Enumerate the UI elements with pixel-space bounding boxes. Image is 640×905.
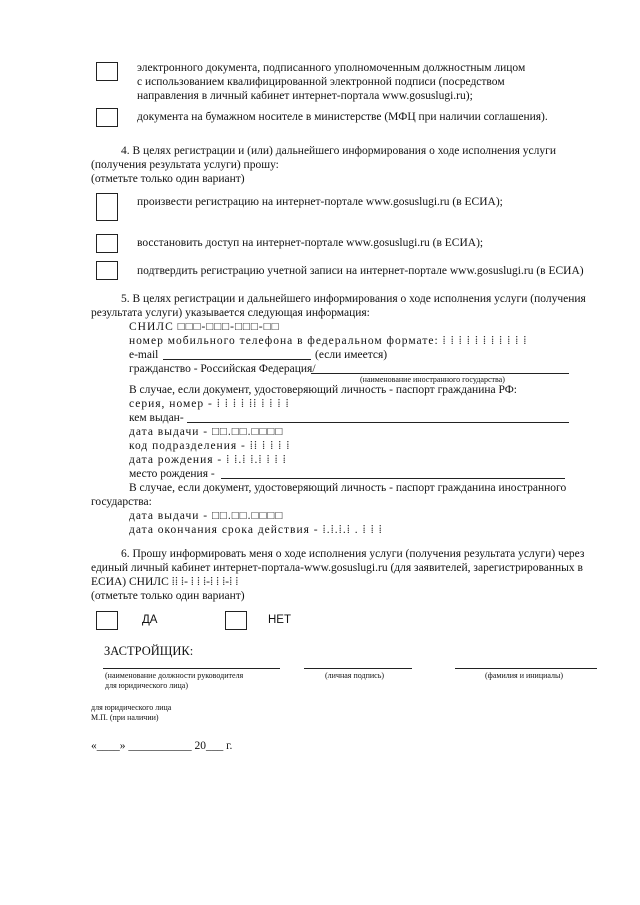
restore-access-checkbox[interactable]: [96, 234, 118, 253]
restore-access-label: восстановить доступ на интернет-портале www.gosuslugi.ru (в ЕСИА);: [137, 237, 484, 249]
electronic-document-line-2: с использованием квалифицированной электронной подписи (посредством: [137, 76, 505, 88]
section4-line-3: (отметьте только один вариант): [91, 173, 245, 185]
passport-series-field[interactable]: серия, номер - ⁞ ⁞ ⁞ ⁞ ⁞⁞ ⁞ ⁞ ⁞ ⁞: [129, 398, 290, 410]
position-caption-line-1: (наименование должности руководителя: [105, 671, 244, 680]
email-label: e-mail: [129, 349, 159, 361]
yes-checkbox[interactable]: [96, 611, 118, 630]
section6-line-2: единый личный кабинет интернет-портала-www.gosuslugi.ru (для заявителей, зарегистрированных в: [91, 562, 583, 574]
birth-date-field[interactable]: дата рождения - ⁞ ⁞.⁞ ⁞.⁞ ⁞ ⁞ ⁞: [129, 454, 287, 466]
citizenship-caption: (наименование иностранного государства): [360, 375, 505, 384]
register-label: произвести регистрацию на интернет-портале www.gosuslugi.ru (в ЕСИА);: [137, 196, 503, 208]
position-input-line[interactable]: [103, 668, 280, 669]
paper-document-label: документа на бумажном носителе в министерстве (МФЦ при наличии соглашения).: [137, 111, 548, 123]
developer-heading: ЗАСТРОЙЩИК:: [104, 644, 194, 658]
rf-passport-heading: В случае, если документ, удостоверяющий личность - паспорт гражданина РФ:: [129, 384, 517, 396]
confirm-registration-label: подтвердить регистрацию учетной записи на интернет-портале www.gosuslugi.ru (в ЕСИА): [137, 265, 584, 277]
email-input-line[interactable]: [163, 359, 311, 360]
birth-place-input-line[interactable]: [221, 478, 565, 479]
seal-note-line-1: для юридического лица: [91, 703, 172, 712]
name-caption: (фамилия и инициалы): [485, 671, 564, 680]
phone-field[interactable]: номер мобильного телефона в федеральном формате: ⁞ ⁞ ⁞ ⁞ ⁞ ⁞ ⁞ ⁞ ⁞ ⁞ ⁞: [129, 335, 528, 347]
name-input-line[interactable]: [455, 668, 597, 669]
no-label: НЕТ: [268, 614, 291, 626]
citizenship-input-line[interactable]: [311, 373, 569, 374]
section4-line-2: (получения результата услуги) прошу:: [91, 159, 279, 171]
electronic-document-checkbox[interactable]: [96, 62, 118, 81]
date-line: «____» ___________ 20___ г.: [91, 740, 233, 752]
confirm-registration-checkbox[interactable]: [96, 261, 118, 280]
issued-by-label: кем выдан-: [129, 412, 184, 424]
expiry-date-field[interactable]: дата окончания срока действия - ⁞.⁞.⁞.⁞ . ⁞ ⁞ ⁞: [129, 524, 383, 536]
signature-input-line[interactable]: [304, 668, 412, 669]
no-checkbox[interactable]: [225, 611, 247, 630]
birth-place-label: место рождения -: [129, 468, 215, 480]
snils-field[interactable]: СНИЛС □□□-□□□-□□□-□□: [129, 321, 280, 333]
section6-line-4: (отметьте только один вариант): [91, 590, 245, 602]
section5-line-1: 5. В целях регистрации и дальнейшего информирования о ходе исполнения услуги (получения: [121, 293, 586, 305]
electronic-document-line-3: направления в личный кабинет интернет-портала www.gosuslugi.ru);: [137, 90, 473, 102]
register-checkbox[interactable]: [96, 193, 118, 221]
section6-line-3: ЕСИА) СНИЛС ⁞⁞ ⁞- ⁞ ⁞ ⁞-⁞ ⁞ ⁞-⁞ ⁞: [91, 576, 239, 588]
department-code-field[interactable]: код подразделения - ⁞⁞ ⁞ ⁞ ⁞ ⁞: [129, 440, 291, 452]
seal-note-line-2: М.П. (при наличии): [91, 713, 159, 722]
foreign-passport-heading-line-1: В случае, если документ, удостоверяющий личность - паспорт гражданина иностранного: [129, 482, 567, 494]
section5-line-2: результата услуги) указывается следующая информация:: [91, 307, 370, 319]
section6-line-1: 6. Прошу информировать меня о ходе исполнения услуги (получения результата услуги) через: [121, 548, 585, 560]
issued-by-input-line[interactable]: [187, 422, 569, 423]
foreign-passport-heading-line-2: государства:: [91, 496, 152, 508]
issue-date-field[interactable]: дата выдачи - □□.□□.□□□□: [129, 426, 284, 438]
position-caption-line-2: для юридического лица): [105, 681, 189, 690]
citizenship-label: гражданство - Российская Федерация/: [129, 363, 316, 375]
foreign-issue-date-field[interactable]: дата выдачи - □□.□□.□□□□: [129, 510, 284, 522]
electronic-document-line-1: электронного документа, подписанного уполномоченным должностным лицом: [137, 62, 526, 74]
paper-document-checkbox[interactable]: [96, 108, 118, 127]
section4-line-1: 4. В целях регистрации и (или) дальнейшего информирования о ходе исполнения услуги: [121, 145, 556, 157]
email-note: (если имеется): [315, 349, 388, 361]
yes-label: ДА: [142, 614, 158, 626]
signature-caption: (личная подпись): [325, 671, 385, 680]
